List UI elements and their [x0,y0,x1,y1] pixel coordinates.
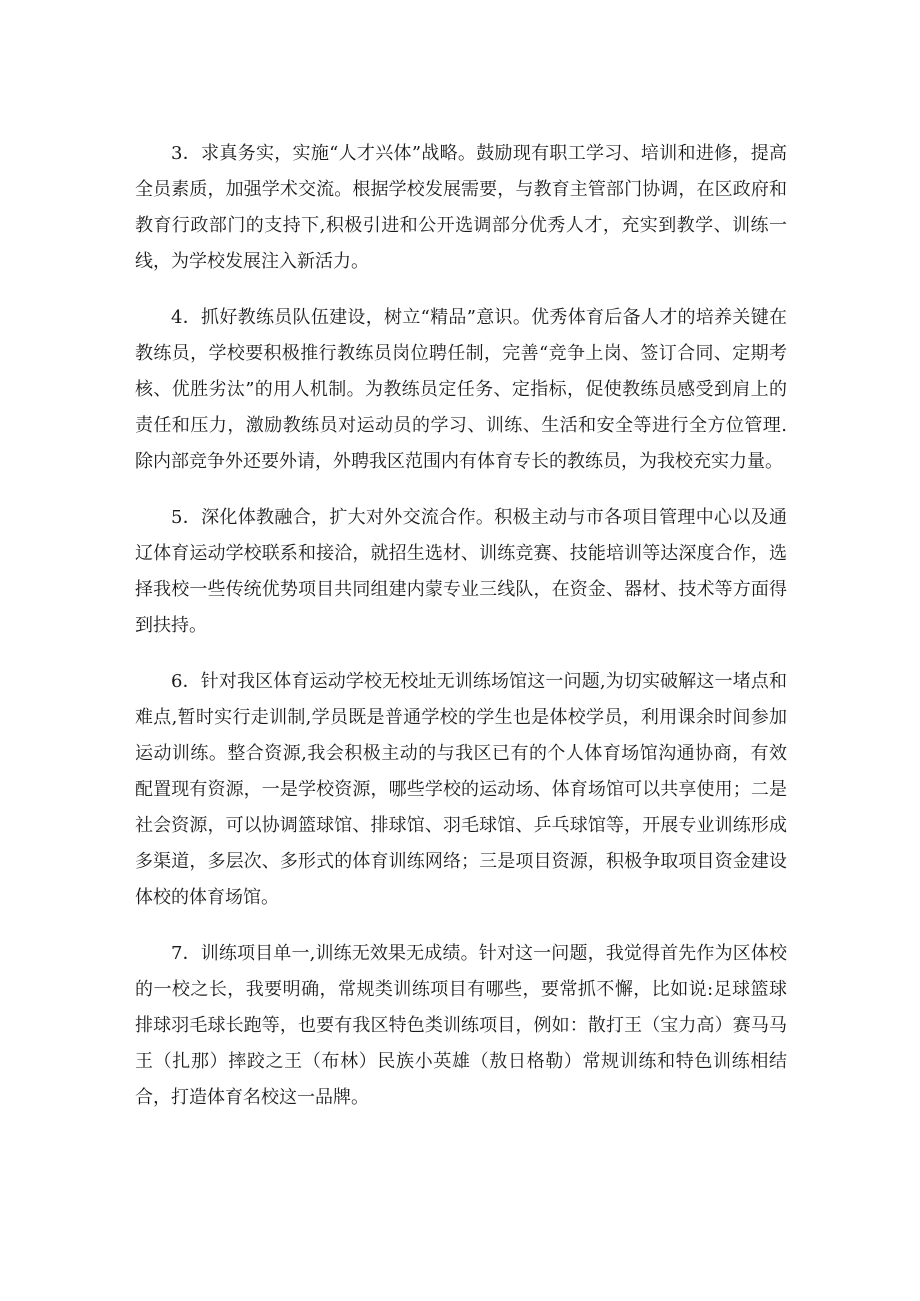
paragraph-5: 5．深化体教融合，扩大对外交流合作。积极主动与市各项目管理中心以及通辽体育运动学校联系和接洽，就招生选材、训练竞赛、技能培训等达深度合作，选择我校一些传统优势项目共同组建内蒙专业三线队，在资金、器材、技术等方面得到扶持。 [135,507,787,636]
paragraph-7: 7．训练项目单一,训练无效果无成绩。针对这一问题，我觉得首先作为区体校的一校之长，我要明确，常规类训练项目有哪些，要常抓不懈，比如说:足球篮球排球羽毛球长跑等，也要有我区特色类训练项目，例如：散打王（宝力高）赛马马王（扎那）摔跤之王（布林）民族小英雄（敖日格勒）常规训练和特色训练相结合，打造体育名校这一品牌。 [135,943,787,1108]
paragraph-4: 4．抓好教练员队伍建设，树立“精品”意识。优秀体育后备人才的培养关键在教练员，学校要积极推行教练员岗位聘任制，完善“竞争上岗、签订合同、定期考核、优胜劣汰”的用人机制。为教练员定任务、定指标，促使教练员感受到肩上的责任和压力，激励教练员对运动员的学习、训练、生活和安全等进行全方位管理.除内部竞争外还要外请，外聘我区范围内有体育专长的教练员，为我校充实力量。 [135,307,787,472]
document-body [135,136,787,1136]
paragraph-3: 3．求真务实，实施“人才兴体”战略。鼓励现有职工学习、培训和进修，提高全员素质，加强学术交流。根据学校发展需要，与教育主管部门协调，在区政府和教育行政部门的支持下,积极引进和公开选调部分优秀人才，充实到教学、训练一线，为学校发展注入新活力。 [135,143,787,272]
paragraph-6: 6．针对我区体育运动学校无校址无训练场馆这一问题,为切实破解这一堵点和难点,暂时实行走训制,学员既是普通学校的学生也是体校学员，利用课余时间参加运动训练。整合资源,我会积极主动的与我区已有的个人体育场馆沟通协商，有效配置现有资源，一是学校资源，哪些学校的运动场、体育场馆可以共享使用；二是社会资源，可以协调篮球馆、排球馆、羽毛球馆、乒乓球馆等，开展专业训练形成多渠道，多层次、多形式的体育训练网络；三是项目资源，积极争取项目资金建设体校的体育场馆。 [135,671,787,908]
